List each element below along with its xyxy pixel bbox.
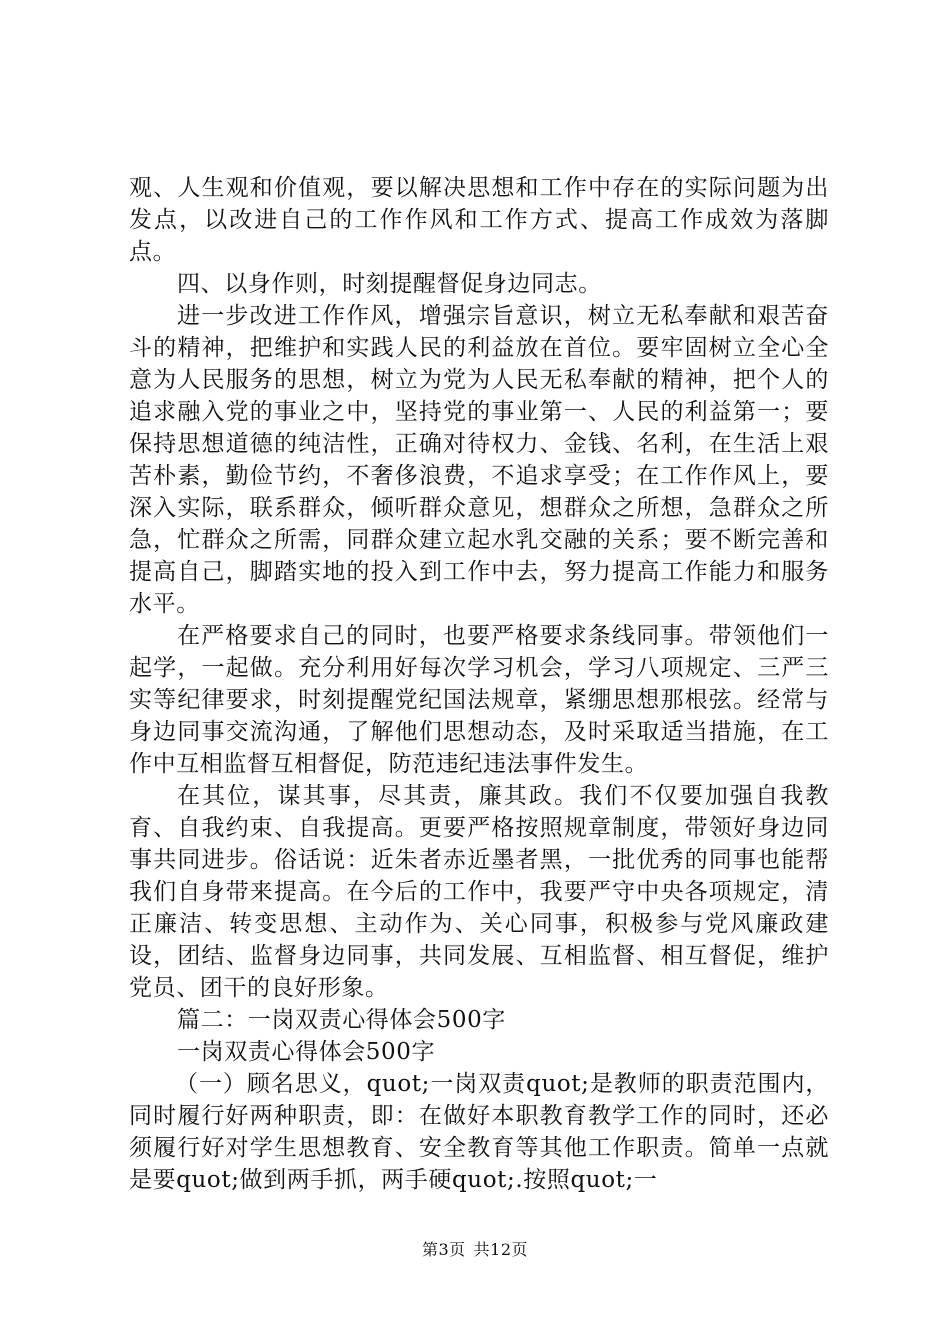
paragraph-3: 进一步改进工作作风，增强宗旨意识，树立无私奉献和艰苦奋斗的精神，把维护和实践人民的利益放在首位。要牢固树立全心全意为人民服务的思想，树立为党为人民无私奉献的精神，把个人的追求融入党的事业之中，坚持党的事业第一、人民的利益第一；要保持思想道德的纯洁性，正确对待权力、金钱、名利，在生活上艰苦朴素，勤俭节约，不奢侈浪费，不追求享受；在工作作风上，要深入实际，联系群众，倾听群众意见，想群众之所想，急群众之所急，忙群众之所需，同群众建立起水乳交融的关系；要不断完善和提高自己，脚踏实地的投入到工作中去，努力提高工作能力和服务水平。 — [129, 303, 829, 617]
page-footer — [0, 1240, 950, 1260]
page-number: 第3页 — [421, 1240, 466, 1259]
page-total: 共12页 — [473, 1240, 529, 1259]
paragraph-6-section-title: 篇二：一岗双责心得体会500字 — [177, 1007, 506, 1033]
paragraph-8: （一）顾名思义，quot;一岗双责quot;是教师的职责范围内，同时履行好两种职责，即：在做好本职教育教学工作的同时，还必须履行好对学生思想教育、安全教育等其他工作职责。简单一点就是要quot;做到两手抓，两手硬quot;.按照quot;一 — [129, 1071, 829, 1193]
paragraph-4: 在严格要求自己的同时，也要严格要求条线同事。带领他们一起学，一起做。充分利用好每次学习机会，学习八项规定、三严三实等纪律要求，时刻提醒党纪国法规章，紧绷思想那根弦。经常与身边同事交流沟通，了解他们思想动态，及时采取适当措施，在工作中互相监督互相督促，防范违纪违法事件发生。 — [129, 623, 829, 777]
paragraph-1: 观、人生观和价值观，要以解决思想和工作中存在的实际问题为出发点，以改进自己的工作作风和工作方式、提高工作成效为落脚点。 — [129, 175, 829, 265]
paragraph-2-heading: 四、以身作则，时刻提醒督促身边同志。 — [177, 271, 602, 297]
paragraph-5: 在其位，谋其事，尽其责，廉其政。我们不仅要加强自我教育、自我约束、自我提高。更要严格按照规章制度，带领好身边同事共同进步。俗话说：近朱者赤近墨者黑，一批优秀的同事也能帮我们自身带来提高。在今后的工作中，我要严守中央各项规定，清正廉洁、转变思想、主动作为、关心同事，积极参与党风廉政建设，团结、监督身边同事，共同发展、互相监督、相互督促，维护党员、团干的良好形象。 — [129, 783, 829, 1001]
paragraph-7-subtitle: 一岗双责心得体会500字 — [177, 1039, 436, 1065]
document-body — [129, 172, 829, 1196]
